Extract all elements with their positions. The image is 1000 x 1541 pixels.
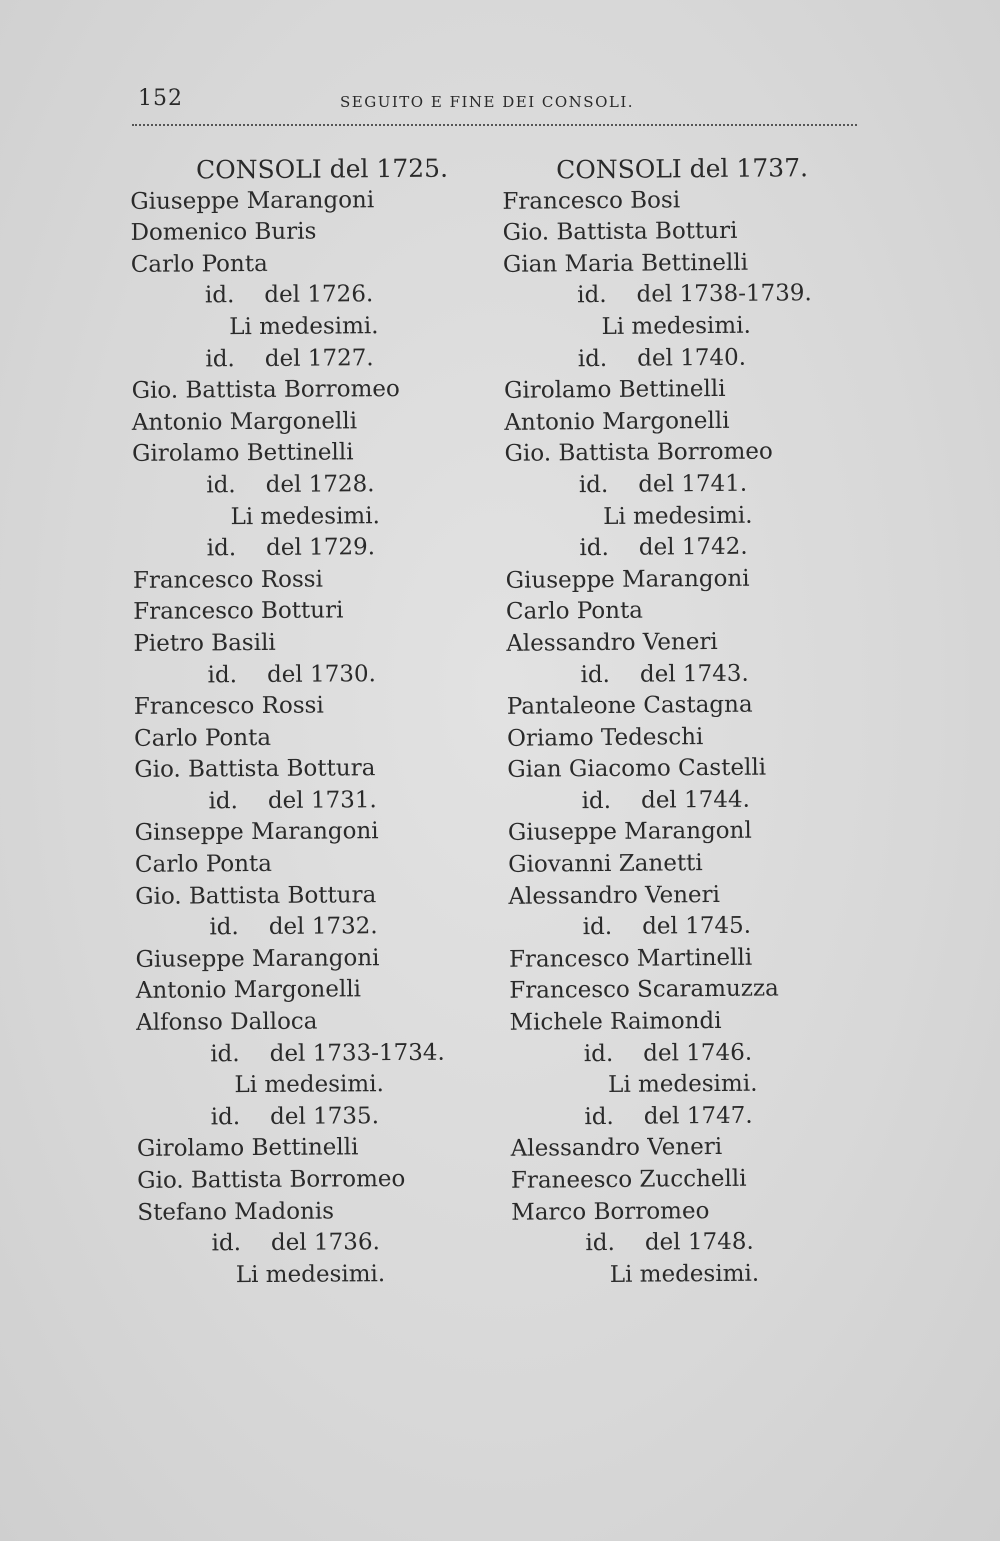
- consul-name: Michele Raimondi: [509, 1007, 722, 1036]
- year-entry: [119, 1100, 449, 1134]
- idem-label: id.: [578, 471, 609, 499]
- year-label: del 1740.: [637, 344, 747, 372]
- year-label: del 1729.: [266, 534, 376, 562]
- year-entry: [488, 658, 818, 692]
- year-label: del 1745.: [642, 912, 752, 940]
- year-label: del 1748.: [644, 1228, 754, 1256]
- year-entry: [118, 1037, 448, 1071]
- left-column: [112, 153, 450, 1293]
- same-as-before-note: Li medesimi.: [603, 502, 753, 530]
- consul-name: Gio. Battista Borromeo: [137, 1165, 406, 1194]
- page-number: 152: [138, 86, 183, 111]
- consul-name: Marco Borromeo: [511, 1197, 710, 1226]
- idem-label: id.: [580, 661, 611, 688]
- consul-name: Alessandro Veneri: [508, 881, 721, 910]
- idem-label: id.: [206, 535, 237, 562]
- idem-label: id.: [577, 345, 608, 372]
- year-entry: [119, 1227, 449, 1261]
- consul-name: Antonio Margonelli: [131, 408, 358, 436]
- year-label: del 1742.: [638, 533, 748, 561]
- year-entry: [113, 279, 443, 313]
- idem-label: id.: [577, 282, 607, 309]
- consul-name: Alfonso Dalloca: [135, 1008, 318, 1036]
- consul-name: Antonio Margonelli: [135, 976, 362, 1005]
- consul-name: Girolamo Bettinelli: [136, 1134, 359, 1163]
- consul-name: Gio. Battista Bottura: [134, 755, 376, 784]
- year-label: del 1726.: [264, 281, 374, 309]
- year-entry: [116, 785, 446, 819]
- consul-name: Giovanni Zanetti: [508, 850, 703, 878]
- consul-name: Stefano Madonis: [137, 1198, 335, 1226]
- consul-name: Gio. Battista Bottura: [135, 881, 377, 910]
- idem-label: id.: [209, 914, 239, 941]
- right-column: [484, 152, 824, 1292]
- consul-name: Francesco Scaramuzza: [509, 975, 779, 1005]
- year-label: del 1738-1739.: [636, 280, 812, 309]
- consul-name: Pantaleone Castagna: [506, 691, 753, 720]
- same-as-before-note: Li medesimi.: [230, 502, 380, 530]
- consul-name: Gio. Battista Botturi: [502, 217, 738, 247]
- year-entry: [491, 910, 821, 944]
- same-as-before-note: Li medesimi.: [608, 1070, 758, 1099]
- idem-label: id.: [205, 345, 235, 372]
- idem-label: id.: [211, 1230, 242, 1257]
- consul-name: Francesco Martinelli: [508, 944, 753, 973]
- section-heading: CONSOLI del 1725.: [196, 153, 449, 185]
- year-entry: [113, 342, 443, 376]
- idem-label: id.: [208, 788, 238, 815]
- idem-label: id.: [206, 472, 236, 499]
- consul-name: Ginseppe Marangoni: [134, 818, 379, 847]
- idem-label: id.: [582, 914, 613, 941]
- consul-name: Franeesco Zucchelli: [510, 1165, 747, 1194]
- year-entry: [492, 1037, 822, 1071]
- year-label: del 1746.: [643, 1039, 753, 1067]
- consul-name: Gio. Battista Borromeo: [131, 376, 400, 405]
- consul-name: Carlo Ponta: [134, 850, 273, 878]
- idem-label: id.: [581, 787, 612, 815]
- year-label: del 1727.: [264, 344, 374, 372]
- year-entry: [485, 278, 815, 312]
- year-entry: [116, 658, 446, 692]
- consul-name: Gian Maria Bettinelli: [502, 249, 749, 278]
- consul-name: Pietro Basili: [133, 629, 276, 657]
- idem-label: id.: [207, 661, 238, 688]
- same-as-before-note: Li medesimi.: [234, 1071, 384, 1099]
- consul-name: Gian Giacomo Castelli: [507, 754, 767, 784]
- year-label: del 1735.: [270, 1102, 380, 1130]
- year-label: del 1736.: [270, 1229, 380, 1257]
- year-entry: [487, 531, 817, 565]
- consul-name: Francesco Botturi: [133, 597, 344, 626]
- consul-name: Giuseppe Marangoni: [505, 565, 750, 594]
- year-entry: [492, 1100, 822, 1134]
- year-label: del 1741.: [638, 470, 748, 498]
- idem-label: id.: [204, 282, 235, 309]
- year-label: del 1732.: [268, 913, 378, 941]
- consul-name: Giuseppe Marangonl: [507, 818, 752, 847]
- year-label: del 1730.: [266, 660, 376, 688]
- idem-label: id.: [584, 1103, 614, 1130]
- consul-name: Girolamo Bettinelli: [503, 376, 726, 404]
- consul-name: Francesco Bosi: [502, 186, 681, 215]
- consul-name: Gio. Battista Borromeo: [504, 438, 773, 468]
- consul-name: Carlo Ponta: [130, 250, 268, 278]
- consul-name: Francesco Rossi: [132, 566, 324, 594]
- same-as-before-note: Li medesimi.: [601, 312, 751, 340]
- year-label: del 1731.: [267, 787, 377, 814]
- consul-name: Carlo Ponta: [505, 597, 644, 626]
- idem-label: id.: [585, 1230, 616, 1257]
- year-label: del 1743.: [639, 660, 749, 688]
- year-label: del 1747.: [643, 1102, 753, 1130]
- year-entry: [487, 468, 817, 502]
- consul-name: Francesco Rossi: [133, 692, 324, 720]
- year-label: del 1744.: [640, 786, 750, 814]
- consul-name: Domenico Buris: [130, 218, 317, 247]
- consul-name: Carlo Ponta: [133, 724, 272, 752]
- idem-label: id.: [210, 1103, 241, 1131]
- year-entry: [114, 469, 444, 503]
- year-entry: [117, 911, 447, 945]
- consul-name: Oriamo Tedeschi: [506, 723, 704, 752]
- idem-label: id.: [583, 1040, 614, 1067]
- idem-label: id.: [210, 1040, 240, 1067]
- section-heading: CONSOLI del 1737.: [556, 153, 809, 185]
- page-header: [132, 80, 857, 126]
- consul-name: Giuseppe Marangoni: [135, 944, 380, 973]
- same-as-before-note: Li medesimi.: [229, 313, 379, 341]
- year-entry: [493, 1226, 823, 1260]
- year-label: del 1728.: [265, 471, 375, 498]
- consul-name: Giuseppe Marangoni: [130, 186, 375, 215]
- consul-name: Alessandro Veneri: [510, 1134, 723, 1163]
- consul-name: Alessandro Veneri: [506, 628, 718, 657]
- year-label: del 1733-1734.: [269, 1039, 445, 1067]
- same-as-before-note: Li medesimi.: [609, 1260, 760, 1288]
- running-title: SEGUITO E FINE DEI CONSOLI.: [340, 93, 635, 111]
- consul-name: Antonio Margonelli: [504, 407, 730, 436]
- year-entry: [490, 784, 820, 818]
- year-entry: [486, 342, 816, 376]
- idem-label: id.: [579, 535, 609, 562]
- year-entry: [115, 532, 445, 566]
- consul-name: Girolamo Bettinelli: [131, 439, 354, 468]
- same-as-before-note: Li medesimi.: [235, 1260, 386, 1288]
